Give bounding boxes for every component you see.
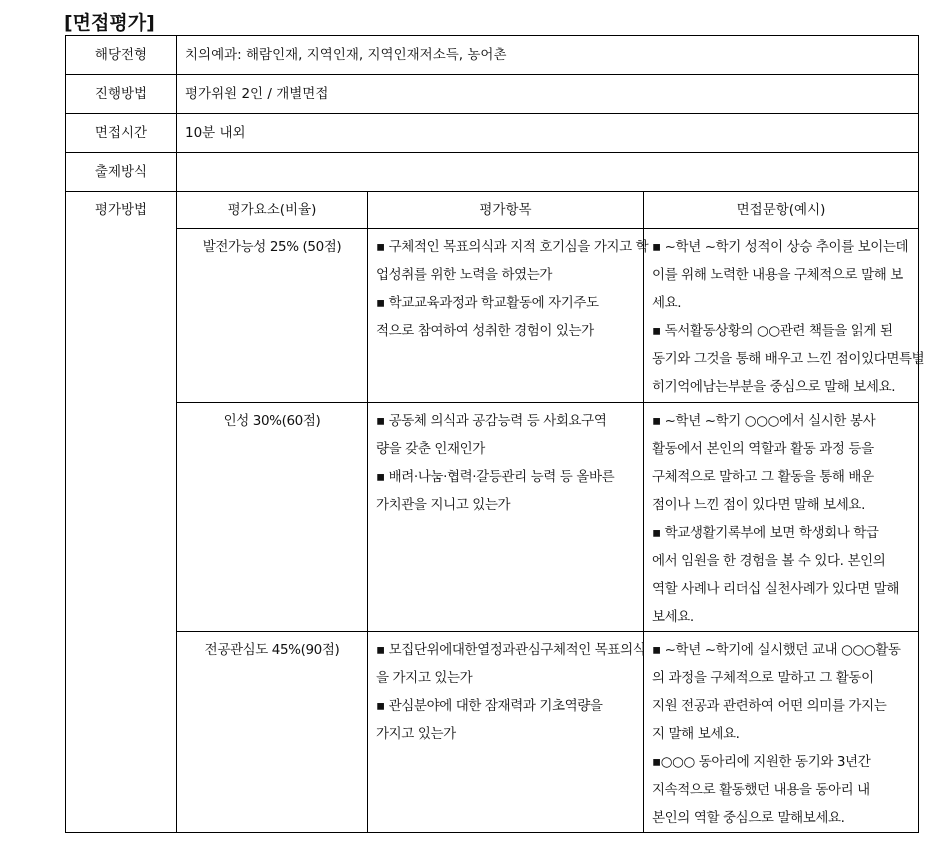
eval-factor: 전공관심도 45%(90점): [204, 642, 340, 658]
header-criteria: 평가항목: [368, 192, 644, 229]
row-label: 해당전형: [66, 36, 177, 75]
criteria-line: 량을 갖춘 인재인가: [376, 441, 485, 457]
questions-line: ▪ ~학년 ~학기 ○○○에서 실시한 봉사: [652, 413, 876, 429]
questions-line: 활동에서 본인의 역할과 활동 과정 등을: [652, 441, 874, 457]
questions-line: 지속적으로 활동했던 내용을 동아리 내: [652, 782, 870, 798]
eval-questions: [644, 403, 919, 632]
questions-line: 보세요.: [652, 609, 694, 625]
header-questions: 면접문항(예시): [644, 192, 919, 229]
eval-criteria: [368, 403, 644, 632]
eval-item-row: [66, 632, 919, 833]
questions-line: 지원 전공과 관련하여 어떤 의미를 가지는: [652, 698, 887, 714]
eval-factor: 인성 30%(60점): [223, 413, 321, 429]
questions-line: 에서 임원을 한 경험을 볼 수 있다. 본인의: [652, 553, 886, 569]
criteria-line: ▪ 학교교육과정과 학교활동에 자기주도: [376, 295, 599, 311]
eval-item-row: [66, 403, 919, 632]
questions-line: 이를 위해 노력한 내용을 구체적으로 말해 보: [652, 267, 903, 283]
row-type: [66, 36, 919, 75]
row-label: 면접시간: [66, 114, 177, 153]
criteria-line: ▪ 구체적인 목표의식과 지적 호기심을 가지고 학: [376, 239, 649, 255]
questions-line: ▪ ~학년 ~학기 성적이 상승 추이를 보이는데: [652, 239, 909, 255]
row-label: 진행방법: [66, 75, 177, 114]
questions-line: 동기와 그것을 통해 배우고 느낀 점이있다면특별: [652, 351, 925, 367]
questions-line: 히기억에남는부분을 중심으로 말해 보세요.: [652, 379, 896, 395]
questions-line: 지 말해 보세요.: [652, 726, 740, 742]
criteria-line: ▪ 관심분야에 대한 잠재력과 기초역량을: [376, 698, 603, 714]
criteria-line: ▪ 모집단위에대한열정과관심구체적인 목표의식: [376, 642, 646, 658]
criteria-line: 가지고 있는가: [376, 726, 456, 742]
row-value: [177, 153, 919, 192]
questions-line: 구체적으로 말하고 그 활동을 통해 배운: [652, 469, 874, 485]
row-value: 평가위원 2인 / 개별면접: [177, 75, 919, 114]
row-label: 출제방식: [66, 153, 177, 192]
eval-factor: 발전가능성 25% (50점): [202, 239, 342, 255]
row-time: [66, 114, 919, 153]
criteria-line: 업성취를 위한 노력을 하였는가: [376, 267, 553, 283]
questions-line: ▪ 학교생활기록부에 보면 학생회나 학급: [652, 525, 879, 541]
row-value: 치의예과: 해람인재, 지역인재, 지역인재저소득, 농어촌: [177, 36, 919, 75]
questions-line: ▪ ~학년 ~학기에 실시했던 교내 ○○○활동: [652, 642, 901, 658]
eval-header-row: [66, 192, 919, 229]
criteria-line: ▪ 공동체 의식과 공감능력 등 사회요구역: [376, 413, 607, 429]
questions-line: ▪ 독서활동상황의 ○○관련 책들을 읽게 된: [652, 323, 893, 339]
questions-line: 점이나 느낀 점이 있다면 말해 보세요.: [652, 497, 865, 513]
questions-line: 세요.: [652, 295, 682, 311]
row-value: 10분 내외: [177, 114, 919, 153]
section-title: [면접평가]: [64, 12, 155, 34]
criteria-line: 가치관을 지니고 있는가: [376, 497, 511, 513]
questions-line: 역할 사례나 리더십 실천사례가 있다면 말해: [652, 581, 899, 597]
questions-line: 의 과정을 구체적으로 말하고 그 활동이: [652, 670, 874, 686]
eval-criteria: [368, 229, 649, 403]
eval-item-row: [66, 229, 919, 403]
questions-line: 본인의 역할 중심으로 말해보세요.: [652, 810, 845, 826]
questions-line: ▪○○○ 동아리에 지원한 동기와 3년간: [652, 754, 871, 770]
eval-questions: [644, 229, 925, 403]
interview-table: [65, 35, 925, 833]
criteria-line: 을 가지고 있는가: [376, 670, 473, 686]
eval-label: 평가방법: [66, 192, 177, 833]
row-method: [66, 75, 919, 114]
row-format: [66, 153, 919, 192]
criteria-line: ▪ 배려·나눔·협력·갈등관리 능력 등 올바른: [376, 469, 615, 485]
criteria-line: 적으로 참여하여 성취한 경험이 있는가: [376, 323, 594, 339]
eval-criteria: [368, 632, 644, 833]
eval-questions: [644, 632, 919, 833]
header-factor: 평가요소(비율): [177, 192, 368, 229]
